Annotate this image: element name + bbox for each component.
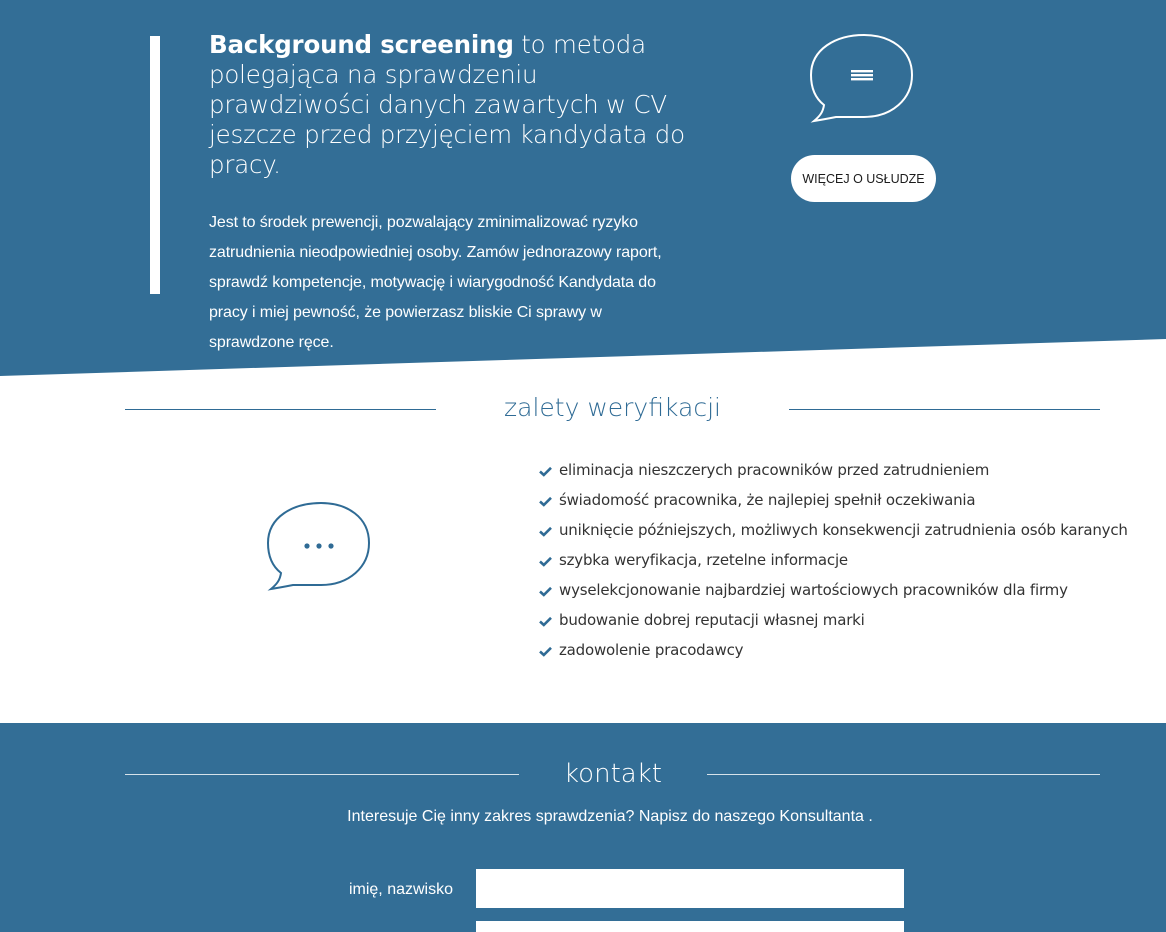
more-about-service-button[interactable]: WIĘCEJ O USŁUDZE <box>791 155 936 202</box>
advantages-title: zalety weryfikacji <box>504 393 721 422</box>
list-item <box>539 455 1128 485</box>
section-divider-right <box>789 409 1100 410</box>
list-item-text: szybka weryfikacja, rzetelne informacje <box>559 551 848 569</box>
list-item <box>539 635 1128 665</box>
list-item <box>539 545 1128 575</box>
contact-section <box>0 723 1166 932</box>
list-item <box>539 575 1128 605</box>
hero-text <box>209 30 699 358</box>
speech-bubble-dots-icon <box>265 500 373 592</box>
list-item-text: świadomość pracownika, że najlepiej spełnił oczekiwania <box>559 491 976 509</box>
hero-lead-bold: Background screening <box>209 30 514 59</box>
hero-lead-rest: to metoda polegająca na sprawdzeniu prawdziwości danych zawartych w CV jeszcze przed przyjęciem kandydata do pracy. <box>209 30 685 179</box>
hero-lead <box>209 30 699 180</box>
check-icon <box>539 496 552 507</box>
list-item-text: eliminacja nieszczerych pracowników przed zatrudnieniem <box>559 461 990 479</box>
email-field[interactable] <box>476 921 904 932</box>
contact-intro: Interesuje Cię inny zakres sprawdzenia? Napisz do naszego Konsultanta . <box>347 808 873 825</box>
list-item-text: wyselekcjonowanie najbardziej wartościowych pracowników dla firmy <box>559 581 1068 599</box>
list-item-text: budowanie dobrej reputacji własnej marki <box>559 611 865 629</box>
check-icon <box>539 556 552 567</box>
hero-description: Jest to środek prewencji, pozwalający zminimalizować ryzyko zatrudnienia nieodpowiedniej osoby. Zamów jednorazowy raport, sprawdź kompetencje, motywację i wiarygodność Kandydata do pracy i miej pewność, że powierzasz bliskie Ci sprawy w sprawdzone ręce. <box>209 214 662 351</box>
name-field[interactable] <box>476 869 904 908</box>
check-icon <box>539 526 552 537</box>
list-item <box>539 485 1128 515</box>
check-icon <box>539 586 552 597</box>
contact-title: kontakt <box>564 759 662 789</box>
check-icon <box>539 466 552 477</box>
list-item-text: zadowolenie pracodawcy <box>559 641 744 659</box>
advantages-list <box>539 455 1128 665</box>
contact-divider-right <box>707 774 1100 775</box>
list-item <box>539 515 1128 545</box>
list-item-text: uniknięcie późniejszych, możliwych konsekwencji zatrudnienia osób karanych <box>559 521 1128 539</box>
name-field-label: imię, nazwisko <box>348 881 453 898</box>
check-icon <box>539 616 552 627</box>
speech-bubble-menu-icon <box>808 32 916 124</box>
check-icon <box>539 646 552 657</box>
section-divider-left <box>125 409 436 410</box>
contact-divider-left <box>125 774 519 775</box>
list-item <box>539 605 1128 635</box>
hero-section <box>0 0 1166 380</box>
hero-accent-bar <box>150 36 160 294</box>
